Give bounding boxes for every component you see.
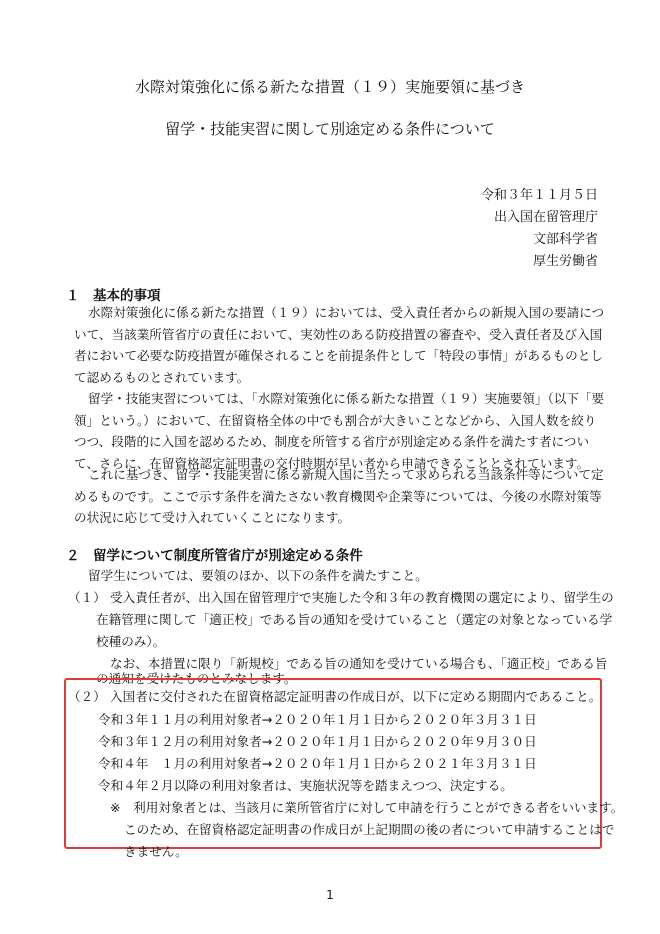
item1-note-line-2: の通知を受けたものとみなします。 [96, 671, 297, 686]
period-line-4: 令和４年２月以降の利用対象者は、実施状況等を踏まえつつ、決定する。 [98, 778, 513, 793]
period-line-1: 令和３年１１月の利用対象者→２０２０年１月１日から２０２０年３月３１日 [98, 712, 537, 727]
issuer-agency-1: 出入国在留管理庁 [493, 210, 598, 225]
item1-line-1: 受入責任者が、出入国在留管理庁で実施した令和３年の教育機関の選定により、留学生の [110, 590, 614, 605]
item1-number: （１） [68, 590, 106, 605]
item2-text: 入国者に交付された在留資格認定証明書の作成日が、以下に定める期間内であること。 [110, 689, 602, 704]
period-line-2: 令和３年１２月の利用対象者→２０２０年１月１日から２０２０年９月３０日 [98, 734, 537, 749]
document-title-line1: 水際対策強化に係る新たな措置（１９）実施要領に基づき [134, 78, 525, 96]
section2-intro: 留学生については、要領のほか、以下の条件を満たすこと。 [88, 568, 428, 583]
item2-note-line-1: ※ 利用対象者とは、当該月に業所管省庁に対して申請を行うことができる者をいいます。 [110, 800, 624, 815]
item2-number: （２） [68, 689, 106, 704]
section2-heading: ２ 留学について制度所管省庁が別途定める条件 [66, 548, 363, 564]
item1-note-line-1: なお、本措置に限り「新規校」である旨の通知を受けている場合も、「適正校」である旨 [110, 656, 608, 671]
section1-paragraph-2: 留学・技能実習については、「水際対策強化に係る新たな措置（１９）実施要領」（以下「要領」という。）において、在留資格全体の中でも割合が大きいことなどから、入国人数を絞りつつ、段階的に入国を認めるため、制度を所管する省庁が別途定める条件を満たす者について、さらに、在留資格認定証明書の交付時期が早い者から申請できることとされています。 [74, 391, 605, 471]
item2-note-line-3: きません。 [124, 844, 188, 859]
issuer-agency-2: 文部科学省 [532, 232, 598, 247]
period-line-3: 令和４年 １月の利用対象者→２０２０年１月１日から２０２１年３月３１日 [98, 756, 537, 771]
section1-heading: １ 基本的事項 [66, 288, 161, 304]
section1-paragraph-1: 水際対策強化に係る新たな措置（１９）においては、受入責任者からの新規入国の要請について、当該業所管省庁の責任において、実効性のある防疫措置の審査や、受入責任者及び入国者において必要な防疫措置が確保されることを前提条件として「特段の事情」があるものとして認めるものとされています。 [74, 305, 605, 385]
item1-line-2: 在籍管理に関して「適正校」である旨の通知を受けていること（選定の対象となっている学 [96, 612, 613, 627]
item2-note-line-2: このため、在留資格認定証明書の作成日が上記期間の後の者について申請することはで [124, 822, 615, 837]
issuer-agency-3: 厚生労働省 [532, 254, 598, 269]
item1-line-3: 校種のみ）。 [96, 634, 166, 649]
document-title-line2: 留学・技能実習に関して別途定める条件について [165, 120, 495, 138]
issue-date: 令和３年１１月５日 [480, 188, 598, 203]
page-number: 1 [326, 888, 334, 902]
section1-paragraph-3: これに基づき、留学・技能実習に係る新規入国に当たって求められる当該条件等について定めるものです。ここで示す条件を満たさない教育機関や企業等については、今後の水際対策等の状況に応じて受け入れていくことになります。 [74, 467, 604, 525]
